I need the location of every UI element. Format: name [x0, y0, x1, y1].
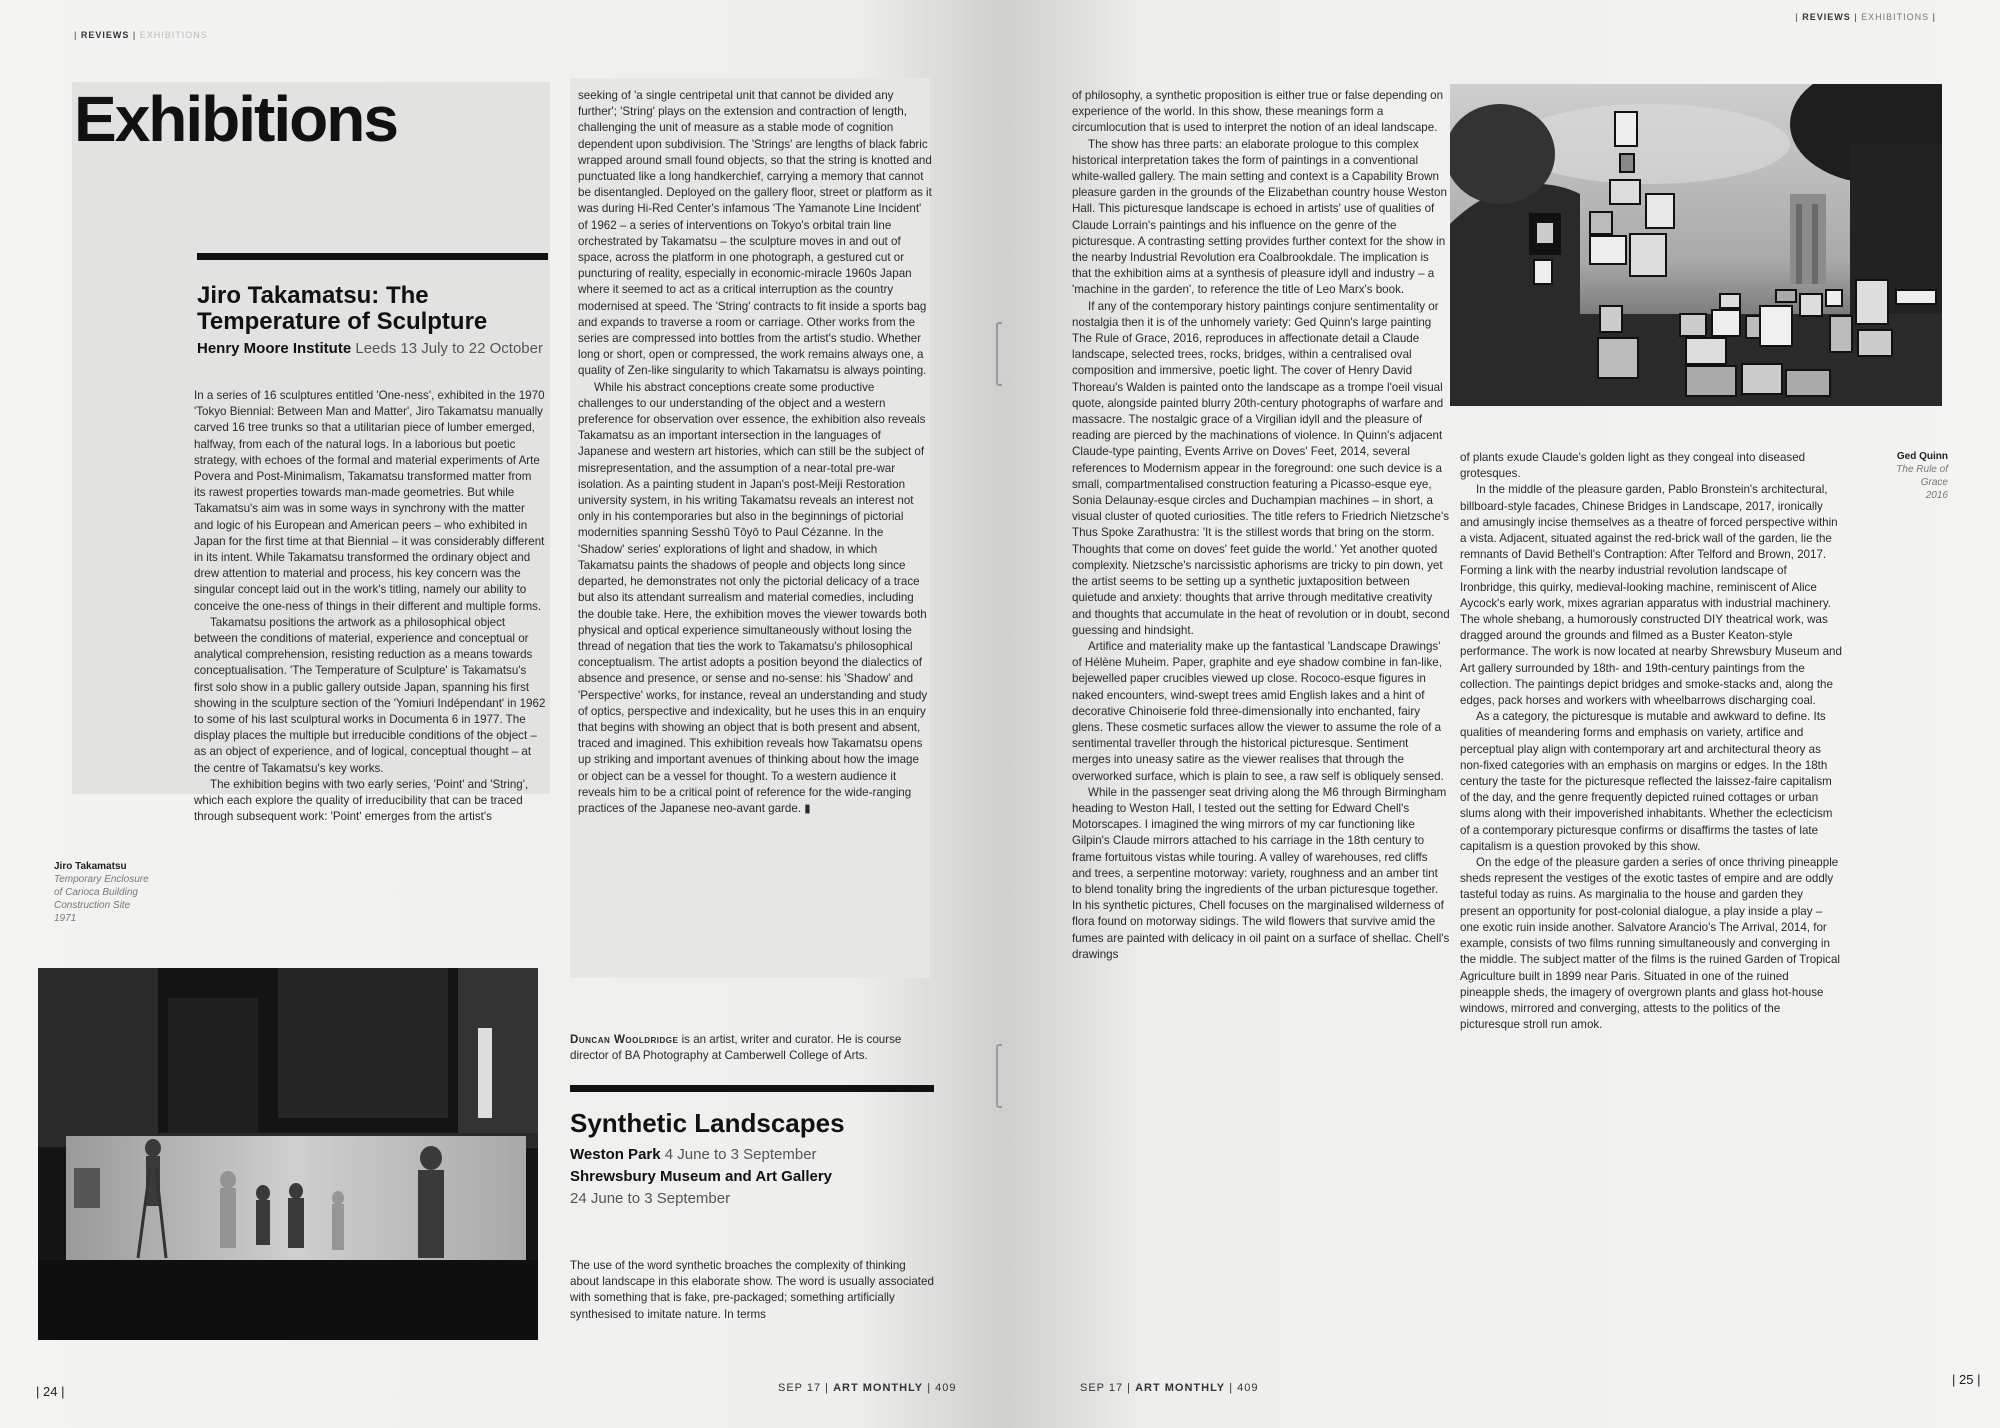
running-head-section: REVIEWS: [1802, 12, 1851, 22]
caption-artist: Jiro Takamatsu: [54, 861, 127, 872]
venue-dates: Leeds 13 July to 22 October: [355, 340, 543, 357]
running-head: | REVIEWS | EXHIBITIONS: [74, 30, 208, 40]
body-paragraph: On the edge of the pleasure garden a series of once thriving pineapple sheds represent the vestiges of the exotic tastes of empire and are oddly tasteful today as ruins. As marginalia to the house and garden they present an opportunity for post-colonial dialogue, a play inside a play – one exotic ruin inside another. Salvatore Arancio's The Arrival, 2014, for example, consists of two films running simultaneously and converging in the middle. The subject matter of the films is the ruined Garden of Tropical Agriculture built in 1899 near Paris. Situated in one of the ruined pineapple sheds, the imagery of overgrown plants and glass hot-house windows, mirrored and converging, attests to the politics of the picturesque stroll run amok.: [1460, 856, 1840, 1032]
running-head-subsection: EXHIBITIONS: [139, 30, 208, 40]
body-paragraph: seeking of 'a single centripetal unit that cannot be divided any further'; 'String' plays on the extension and contraction of length, challenging the unit of measure as a stable mode of cognition dependent upon subdivision. The 'Strings' are lengths of black fabric wrapped around small found objects, so that the string is knotted and punctuated like a long handkerchief, carrying a memory that cannot be disentangled. Deployed on the gallery floor, street or platform as it was during Hi-Red Center's infamous 'The Yamanote Line Incident' of 1962 – a series of interventions on Tokyo's orbital train line orchestrated by Takamatsu – the sculpture moves in and out of space, across the platform in one photograph, a gestured cut or puncturing of reality, especially in economic-miracle 1960s Japan where it seemed to act as a critical interruption as the country modernised at speed. The 'String' contracts to fit inside a sports bag and expands to traverse a room or carriage. Other works from the series are compressed into bottles from the artist's studio. Whether long or short, open or compressed, the work remains always one, a quality of Zen-like singularity to which Takamatsu is always pointing.: [578, 89, 932, 378]
right-page: [1002, 0, 2000, 1428]
caption-title-line: Construction Site: [54, 900, 131, 911]
page-footer-left: SEP 17 | ART MONTHLY | 409: [778, 1382, 957, 1394]
folio-number: 25: [1959, 1372, 1974, 1387]
review2-column-2: [1460, 450, 1842, 1033]
venue1-dates: 4 June to 3 September: [664, 1146, 817, 1163]
body-paragraph: The show has three parts: an elaborate prologue to this complex historical interpretation takes the form of paintings in a conventional white-walled gallery. The main setting and context is a Capability Brown pleasure garden in the grounds of the Elizabethan country house Weston Hall. This picturesque landscape is echoed in artists' use of qualities of Claude Lorrain's paintings and his influence on the genre of the picturesque. A contrasting setting provides further context for the show in the nearby Industrial Revolution era Coalbrookdale. The implication is that the exhibition aims at a synthesis of pleasure idyll and industry – a 'machine in the garden', to reference the title of Leo Marx's book.: [1072, 137, 1447, 297]
author-bio-text: is an artist, writer and curator. He is course director of BA Photography at Camberwell College of Arts.: [570, 1033, 902, 1062]
review2-title: Synthetic Landscapes: [570, 1108, 845, 1138]
caption-year: 2016: [1925, 490, 1948, 501]
review2-venues: [570, 1144, 832, 1210]
venue2-dates: 24 June to 3 September: [570, 1190, 731, 1207]
review-rule: [197, 253, 548, 260]
footer-number: 409: [935, 1382, 957, 1394]
review-title-line2: Temperature of Sculpture: [197, 308, 488, 335]
footer-magazine: ART MONTHLY: [1135, 1382, 1226, 1394]
gallery-wall-illustration: [1450, 84, 1942, 406]
body-paragraph: If any of the contemporary history paintings conjure sentimentality or nostalgia then it is of the unhomely variety: Ged Quinn's large painting The Rule of Grace, 2016, reproduces in affectionate detail a Claude landscape, selected trees, rocks, bridges, within a centralised oval composition and immersive, poetic light. The cover of Henry David Thoreau's Walden is painted onto the landscape as a trompe l'oeil visual quote, alongside painted blurry 20th-century photographs of warfare and massacre. The nostalgic grace of a Virgilian idyll and the pleasure of reading are pierced by the machinations of violence. In Quinn's adjacent Claude-type painting, Events Arrive on Doves' Feet, 2014, several references to Modernism appear in the foreground: one such device is a small, compartmentalised construction featuring a Picasso-esque eye, Sonia Delaunay-esque circles and Duchampian machines – in short, a visual cluster of quoted curiosities. The title refers to Friedrich Nietzsche's Thus Spoke Zarathustra: 'It is the stillest words that bring on the storm. Thoughts that come on doves' feet guide the world.' Yet another quoted complexity. Nietzsche's narcissistic aphorisms are tricky to pin down, yet the artist seems to be setting up a synthetic juxtaposition between quietude and anxiety: thoughts that arrive through meditative creativity and thoughts that accumulate in the heat of revolution or in doubt, second guessing and hindsight.: [1072, 299, 1450, 637]
running-head-right: | REVIEWS | EXHIBITIONS |: [1795, 12, 1936, 22]
review2-intro: [570, 1258, 934, 1323]
photo-caption-right: [1868, 450, 1948, 502]
body-paragraph: In the middle of the pleasure garden, Pablo Bronstein's architectural, billboard-style facades, Chinese Bridges in Landscape, 2017, ironically and amusingly incise themselves as a theatre of forced perspective within a vista. Adjacent, situated against the red-brick wall of the garden, lie the remnants of David Bethell's Contraption: After Telford and Brown, 2017. Forming a link with the nearby industrial revolution landscape of Ironbridge, this quirky, medieval-looking machine, reminiscent of Alice Aycock's early work, mixes agrarian apparatus with industrial machinery. The whole shebang, a humorously constructed DIY theatrical work, was dragged around the grounds and filmed as a Buster Keaton-style performance. The work is now located at nearby Shrewsbury Museum and Art gallery surrounded by 18th- and 19th-century paintings from the collection. The paintings depict bridges and smoke-stacks and, along the edges, pack horses and workers with wheelbarrows discharging coal.: [1460, 483, 1842, 708]
review-title-line1: Jiro Takamatsu: The: [197, 282, 429, 309]
author-name: Duncan Wooldridge: [570, 1033, 679, 1046]
venue1-name: Weston Park: [570, 1146, 661, 1163]
author-bio: [570, 1032, 930, 1064]
review2-rule: [570, 1085, 934, 1092]
body-paragraph: In a series of 16 sculptures entitled 'One-ness', exhibited in the 1970 'Tokyo Biennial: Between Man and Matter', Jiro Takamatsu manually carved 16 tree trunks so that a utilitarian piece of lumber emerged, halfway, from each of the natural logs. In a laborious but poetic strategy, with echoes of the formal and material experiments of Arte Povera and Post-Minimalism, Takamatsu transformed matter from its rawest properties towards man-made geometries. But while Takamatsu's aim was in some ways in synchrony with the matter and logic of his European and American peers – who exhibited in Japan for the first time at that Biennial – it was considerably different in its intent. While Takamatsu transformed the ordinary object and drew attention to material and process, his key concern was the singular concept laid out in the work's titling, namely our ability to conceive the one-ness of things in their different and multiple forms.: [194, 389, 545, 613]
body-paragraph: of philosophy, a synthetic proposition is either true or false depending on experience of the world. In this show, these meanings form a circumlocution that is used to interpret the notion of an ideal landscape.: [1072, 89, 1444, 135]
body-paragraph: While his abstract conceptions create some productive challenges to our understanding of the object and a western preference for observation over essence, the exhibition also reveals Takamatsu as an important intersection in the languages of Japanese and western art histories, which can still be the subject of misrepresentation, and the assumption of a near-total pre-war isolation. As a painting student in Japan's post-Meiji Restoration university system, in his writing Takamatsu reveals an interest not only in his contemporaries but also in the beginnings of pictorial modernities spanning Sesshū Tōyō to Paul Cézanne. In the 'Shadow' series' explorations of light and shadow, in which Takamatsu paints the shadows of people and objects long since departed, he demonstrates not only the pictorial delicacy of a trace but also its attendant surrealism and material comedies, including the double take. Here, the exhibition moves the viewer towards both physical and optical experience simultaneously without losing the thread of negation that ties the work to Takamatsu's philosophical conceptualism. The artist adopts a position beyond the dialectics of absence and presence, or sense and no-sense: his 'Shadow' and 'Perspective' works, for instance, reveal an understanding and study of optics, perspective and indexicality, but he uses this in an enquiry that begins with showing an object that is both present and absent, traced and imagined. This exhibition reveals how Takamatsu opens up striking and important avenues of thinking about how the image or object can be a vessel for thought. To a western audience it reveals him to be a critical point of reference for the wide-ranging practices of the Japanese neo-avant garde. ▮: [578, 380, 928, 815]
review-column-2: [578, 88, 932, 817]
review2-intro-paragraph: The use of the word synthetic broaches the complexity of thinking about landscape in this elaborate show. The word is usually associated with something that is fake, pre-packaged; something artificially synthesised to imitate nature. In terms: [570, 1259, 934, 1321]
street-scene-illustration: [38, 968, 538, 1340]
body-paragraph: While in the passenger seat driving along the M6 through Birmingham heading to Weston Hall, I tested out the setting for Edward Chell's Motorscapes. I imagined the wing mirrors of my car functioning like Gilpin's Claude mirrors attached to his carriage in the 18th century to frame fortuitous vistas while touring. A valley of warehouses, red cliffs and trees, a serpentine motorway: variety, roughness and an amber tint to blend tonality bring the ingredients of the urban picturesque together. In his synthetic pictures, Chell focuses on the marginalised wilderness of flora found on motorway sidings. The wild flowers that survive amid the fumes are painted with delicacy in oil paint on a surface of shellac. Chell's drawings: [1072, 785, 1450, 961]
takamatsu-photo: [38, 968, 538, 1340]
caption-year: 1971: [54, 913, 77, 924]
caption-title-line: of Carioca Building: [54, 887, 138, 898]
caption-title: The Rule of Grace: [1896, 464, 1948, 488]
footer-magazine: ART MONTHLY: [833, 1382, 924, 1394]
body-paragraph: Takamatsu positions the artwork as a philosophical object between the conditions of material, experience and conceptual or analytical comprehension, resisting reduction as a means towards conceptualisation. 'The Temperature of Sculpture' is Takamatsu's first solo show in a public gallery outside Japan, spanning his first showing in the sculpture section of the 'Yomiuri Indépendant' in 1962 to some of his last sculptural works in Documenta 6 in 1977. The display places the multiple but irreducible conditions of the object – as an object of experience, and of logical, conceptual thought – at the centre of Takamatsu's key works.: [194, 615, 546, 775]
footer-number: 409: [1237, 1382, 1259, 1394]
footer-issue: SEP 17: [1080, 1382, 1124, 1394]
footer-issue: SEP 17: [778, 1382, 822, 1394]
running-head-subsection: EXHIBITIONS: [1861, 12, 1930, 22]
photo-caption: [54, 860, 174, 925]
review-column-1: [194, 388, 546, 825]
review-venue: [197, 339, 543, 359]
page-number-left: | 24 |: [36, 1384, 65, 1399]
body-paragraph: As a category, the picturesque is mutable and awkward to define. Its qualities of meandering forms and emphasis on variety, artifice and perceptual play align with contemporary art and architectural theory as non-fixed categories with an emphasis on margins or edges. In the 18th century the taste for the picturesque reflected the laissez-faire capitalism of the day, and the genre frequently depicted ruined cottages or urban slums along with their impoverished inhabitants. Whether the eclecticism of a contemporary picturesque confirms or disaffirms the tastes of late capitalism is a question provoked by this show.: [1460, 710, 1833, 853]
venue2-name: Shrewsbury Museum and Art Gallery: [570, 1168, 833, 1185]
page-footer-right: SEP 17 | ART MONTHLY | 409: [1080, 1382, 1259, 1394]
review2-column-1: [1072, 88, 1450, 963]
review-title: [197, 283, 487, 335]
page-title: Exhibitions: [74, 83, 397, 155]
page-number-right: | 25 |: [1952, 1372, 1981, 1387]
caption-artist: Ged Quinn: [1896, 451, 1948, 462]
caption-title-line: Temporary Enclosure: [54, 874, 149, 885]
folio-number: 24: [43, 1384, 58, 1399]
running-head-section: REVIEWS: [80, 30, 130, 40]
body-paragraph: Artifice and materiality make up the fantastical 'Landscape Drawings' of Hélène Muheim. Paper, graphite and eye shadow combine in fan-like, bejewelled paper crucibles viewed up close. Rococo-esque figures in naked encounters, wind-swept trees amid English lakes and a hint of decorative Chinoiserie fold three-dimensionally into enchanted, fairy glens. These cosmetic surfaces allow the viewer to assume the role of a sentimental traveller through the historical picturesque. Sentiment merges into uneasy satire as the viewer realises that through the overworked surface, which is plain to see, a raw self is obliquely sensed.: [1072, 639, 1444, 783]
body-paragraph: of plants exude Claude's golden light as they congeal into diseased grotesques.: [1460, 451, 1806, 481]
quinn-painting-photo: [1450, 84, 1942, 406]
body-paragraph: The exhibition begins with two early series, 'Point' and 'String', which each explore the quality of irreducibility that can be traced through subsequent work: 'Point' emerges from the artist's: [194, 777, 529, 824]
venue-name: Henry Moore Institute: [197, 340, 352, 357]
